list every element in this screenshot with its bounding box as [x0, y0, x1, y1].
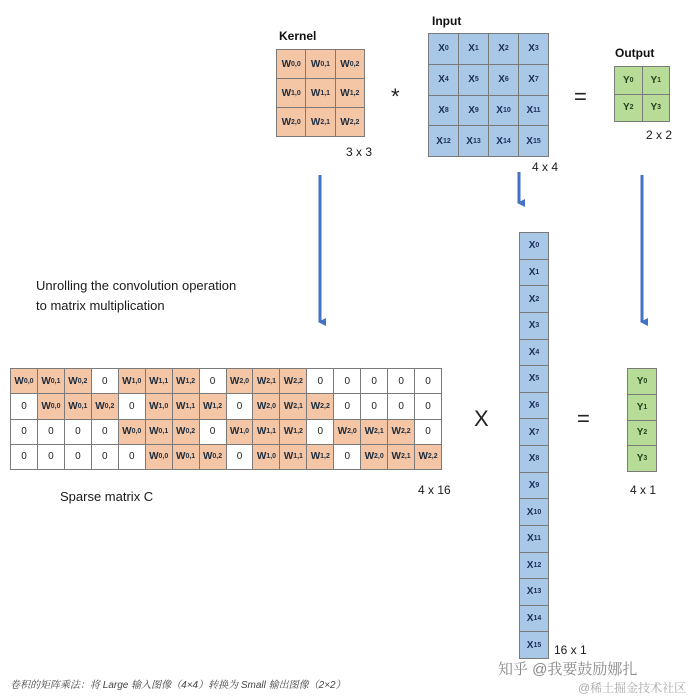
sparse-cell: W 1,0 — [119, 369, 145, 393]
kernel-title: Kernel — [279, 29, 317, 43]
sparse-cell: 0 — [119, 445, 145, 469]
sparse-cell: 0 — [119, 394, 145, 418]
sparse-cell: W 2,1 — [280, 394, 306, 418]
input-cell: X 12 — [429, 126, 458, 156]
output-cell: Y 1 — [643, 67, 670, 94]
sparse-cell: W 1,0 — [253, 445, 279, 469]
column-vector-cell: X 10 — [520, 499, 548, 525]
column-vector-cell: X 13 — [520, 579, 548, 605]
sparse-cell: W 1,1 — [253, 420, 279, 444]
kernel-cell: W 2,1 — [306, 108, 334, 136]
output-size-label: 2 x 2 — [646, 128, 673, 142]
kernel-cell: W 2,0 — [277, 108, 305, 136]
input-cell: X 6 — [489, 65, 518, 95]
sparse-cell: W 2,2 — [415, 445, 441, 469]
sparse-cell: W 0,0 — [146, 445, 172, 469]
output-vector-cell: Y 1 — [628, 395, 656, 420]
sparse-cell: 0 — [334, 445, 360, 469]
sparse-cell: W 0,2 — [65, 369, 91, 393]
sparse-cell: 0 — [65, 445, 91, 469]
input-cell: X 4 — [429, 65, 458, 95]
kernel-cell: W 0,0 — [277, 50, 305, 78]
sparse-cell: 0 — [92, 369, 118, 393]
sparse-cell: W 0,0 — [11, 369, 37, 393]
sparse-cell: 0 — [65, 420, 91, 444]
juejin-watermark: @稀土掘金技术社区 — [578, 681, 687, 695]
kernel-cell: W 1,2 — [336, 79, 364, 107]
sparse-cell: 0 — [334, 394, 360, 418]
sparse-cell: W 1,2 — [200, 394, 226, 418]
column-vector-cell: X 8 — [520, 446, 548, 472]
sparse-cell: 0 — [38, 420, 64, 444]
kernel-cell: W 1,0 — [277, 79, 305, 107]
sparse-size-label: 4 x 16 — [418, 483, 451, 497]
sparse-cell: W 0,1 — [173, 445, 199, 469]
column-vector-cell: X 11 — [520, 526, 548, 552]
sparse-cell: W 2,2 — [280, 369, 306, 393]
sparse-cell: 0 — [388, 394, 414, 418]
sparse-cell: W 0,0 — [119, 420, 145, 444]
sparse-cell: W 2,2 — [388, 420, 414, 444]
output-cell: Y 2 — [615, 95, 642, 122]
sparse-cell: W 2,0 — [253, 394, 279, 418]
sparse-cell: W 1,2 — [173, 369, 199, 393]
equals-operator-bottom: = — [577, 406, 590, 431]
sparse-cell: W 2,0 — [334, 420, 360, 444]
sparse-cell: 0 — [415, 369, 441, 393]
output-vector-cell: Y 3 — [628, 446, 656, 471]
sparse-cell: W 2,1 — [253, 369, 279, 393]
sparse-cell: W 2,0 — [227, 369, 253, 393]
sparse-matrix-label: Sparse matrix C — [60, 489, 154, 504]
sparse-cell: 0 — [11, 420, 37, 444]
multiply-operator: X — [474, 406, 489, 431]
column-vector-cell: X 3 — [520, 313, 548, 339]
sparse-cell: W 1,0 — [146, 394, 172, 418]
output-cell: Y 3 — [643, 95, 670, 122]
input-cell: X 1 — [459, 34, 488, 64]
column-vector-cell: X 9 — [520, 473, 548, 499]
kernel-cell: W 0,1 — [306, 50, 334, 78]
column-vector-cell: X 5 — [520, 366, 548, 392]
equals-operator-top: = — [574, 84, 587, 109]
sparse-cell: W 2,1 — [361, 420, 387, 444]
sparse-cell: 0 — [92, 420, 118, 444]
input-cell: X 14 — [489, 126, 518, 156]
sparse-cell: W 2,1 — [388, 445, 414, 469]
input-cell: X 8 — [429, 96, 458, 126]
sparse-cell: 0 — [227, 394, 253, 418]
sparse-cell: W 0,2 — [173, 420, 199, 444]
input-cell: X 5 — [459, 65, 488, 95]
sparse-cell: W 0,1 — [65, 394, 91, 418]
input-cell: X 15 — [519, 126, 548, 156]
column-vector-cell: X 12 — [520, 553, 548, 579]
kernel-size-label: 3 x 3 — [346, 145, 373, 159]
convolution-operator: * — [391, 84, 400, 109]
sparse-cell: 0 — [200, 369, 226, 393]
column-vector-cell: X 6 — [520, 393, 548, 419]
sparse-cell: W 1,0 — [227, 420, 253, 444]
input-cell: X 2 — [489, 34, 518, 64]
sparse-cell: W 0,2 — [92, 394, 118, 418]
input-size-label: 4 x 4 — [532, 160, 559, 174]
sparse-cell: 0 — [11, 394, 37, 418]
input-column-vector — [519, 232, 549, 659]
sparse-cell: W 0,0 — [38, 394, 64, 418]
output-vector-cell: Y 0 — [628, 369, 656, 394]
unroll-line-1: Unrolling the convolution operation — [36, 278, 237, 293]
output-vector-size-label: 4 x 1 — [630, 483, 657, 497]
sparse-cell: W 1,1 — [173, 394, 199, 418]
sparse-cell: 0 — [334, 369, 360, 393]
sparse-cell: 0 — [415, 394, 441, 418]
sparse-cell: W 0,2 — [200, 445, 226, 469]
sparse-cell: 0 — [388, 369, 414, 393]
kernel-cell: W 2,2 — [336, 108, 364, 136]
column-vector-cell: X 15 — [520, 632, 548, 658]
sparse-cell: W 1,1 — [280, 445, 306, 469]
sparse-cell: 0 — [307, 369, 333, 393]
sparse-cell: W 0,1 — [146, 420, 172, 444]
sparse-cell: 0 — [227, 445, 253, 469]
sparse-cell: 0 — [415, 420, 441, 444]
sparse-cell: 0 — [361, 394, 387, 418]
sparse-cell: W 2,2 — [307, 394, 333, 418]
zhihu-watermark: 知乎 @我要鼓励娜扎 — [498, 661, 638, 678]
column-vector-cell: X 1 — [520, 260, 548, 286]
sparse-cell: 0 — [11, 445, 37, 469]
figure-caption: 卷积的矩阵乘法：将 Large 输入图像（4×4）转换为 Small 输出图像（2×2） — [10, 680, 346, 691]
column-vector-cell: X 7 — [520, 419, 548, 445]
output-vector-cell: Y 2 — [628, 421, 656, 446]
column-vector-cell: X 0 — [520, 233, 548, 259]
sparse-cell: W 1,2 — [307, 445, 333, 469]
unroll-description — [36, 276, 236, 316]
sparse-cell: 0 — [200, 420, 226, 444]
sparse-cell: W 2,0 — [361, 445, 387, 469]
kernel-cell: W 0,2 — [336, 50, 364, 78]
output-title: Output — [615, 46, 655, 60]
kernel-cell: W 1,1 — [306, 79, 334, 107]
input-cell: X 7 — [519, 65, 548, 95]
output-cell: Y 0 — [615, 67, 642, 94]
input-title: Input — [432, 14, 462, 28]
input-cell: X 3 — [519, 34, 548, 64]
column-vector-cell: X 14 — [520, 606, 548, 632]
sparse-cell: 0 — [307, 420, 333, 444]
sparse-cell: W 1,2 — [280, 420, 306, 444]
sparse-cell: 0 — [38, 445, 64, 469]
column-vector-cell: X 4 — [520, 340, 548, 366]
sparse-matrix — [10, 368, 442, 470]
sparse-cell: W 0,1 — [38, 369, 64, 393]
input-cell: X 9 — [459, 96, 488, 126]
unroll-line-2: to matrix multiplication — [36, 298, 165, 313]
sparse-cell: 0 — [92, 445, 118, 469]
sparse-cell: 0 — [361, 369, 387, 393]
output-column-vector — [627, 368, 657, 472]
input-cell: X 0 — [429, 34, 458, 64]
input-cell: X 11 — [519, 96, 548, 126]
column-vector-size-label: 16 x 1 — [554, 643, 587, 657]
column-vector-cell: X 2 — [520, 286, 548, 312]
input-cell: X 10 — [489, 96, 518, 126]
sparse-cell: W 1,1 — [146, 369, 172, 393]
input-cell: X 13 — [459, 126, 488, 156]
